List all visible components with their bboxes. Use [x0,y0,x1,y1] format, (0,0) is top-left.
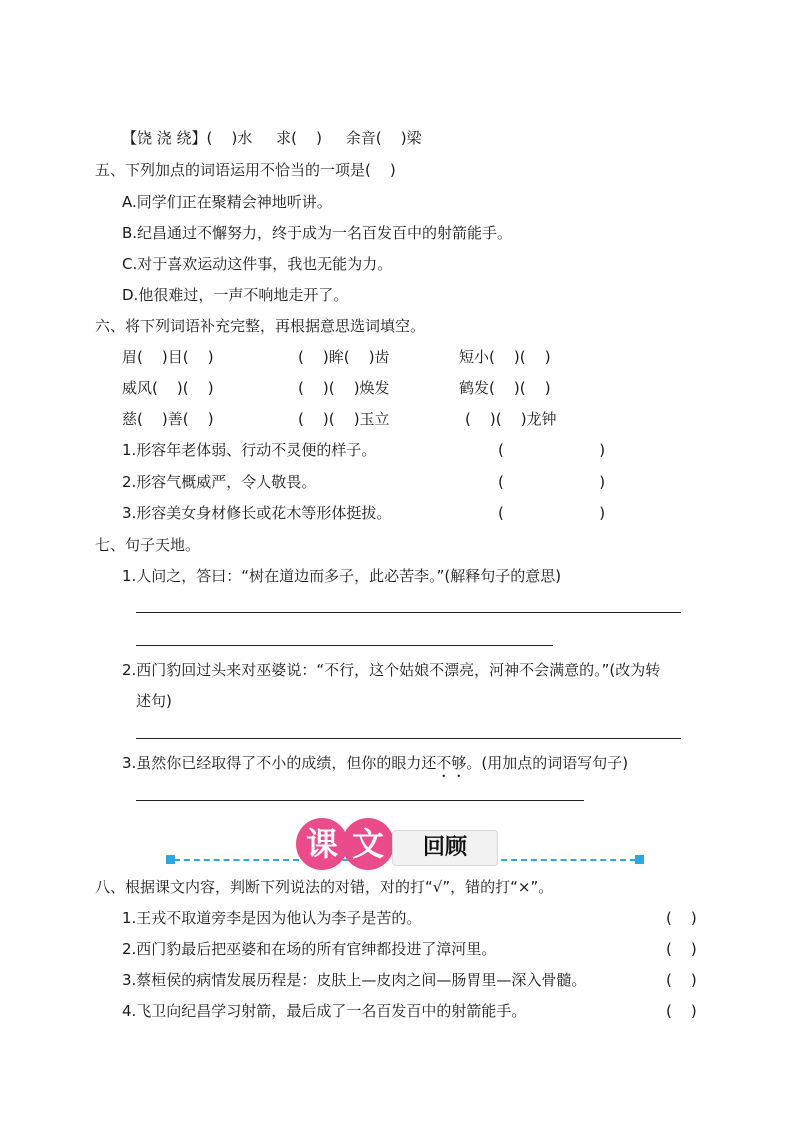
q8-heading: 八、根据课文内容，判断下列说法的对错，对的打“√”，错的打“×”。 [95,878,554,896]
q7-answer-line-1a[interactable] [136,612,681,613]
q6-definition-3: 3.形容美女身材修长或花木等形体挺拔。 [122,504,392,522]
banner-circle-ke: 课 [296,818,348,870]
q8-statement-4: 4.飞卫向纪昌学习射箭，最后成了一名百发百中的射箭能手。 [122,1002,527,1020]
q8-statement-2: 2.西门豹最后把巫婆和在场的所有官绅都投进了漳河里。 [122,940,497,958]
q7-item-1: 1.人问之，答曰：“树在道边而多子，此必苦李。”(解释句子的意思) [122,567,562,585]
q8-judge-blank-1[interactable]: ( ) [666,909,697,927]
q6-answer-blank-1[interactable]: ( ) [498,441,606,459]
q7-item-3-tail: 。(用加点的词语写句子) [466,754,629,772]
q6-answer-blank-2[interactable]: ( ) [498,473,606,491]
q6-idiom-9: ( )( )龙钟 [465,410,557,428]
q7-item-3 [122,753,628,781]
q6-idiom-5: ( )( )焕发 [298,379,390,397]
banner-label-huigu: 回顾 [392,830,498,866]
q6-idiom-4: 威风( )( ) [122,379,214,397]
q7-answer-line-3[interactable] [136,800,584,801]
q5-heading: 五、下列加点的词语运用不恰当的一项是( ) [95,161,396,179]
q5-option-a: A.同学们正在聚精会神地听讲。 [122,193,332,211]
q6-answer-blank-3[interactable]: ( ) [498,504,606,522]
q6-definition-2: 2.形容气概威严，令人敬畏。 [122,473,317,491]
q8-statement-3: 3.蔡桓侯的病情发展历程是：皮肤上—皮肉之间—肠胃里—深入骨髓。 [122,971,587,989]
q6-idiom-3: 短小( )( ) [459,348,551,366]
banner-square-left [166,855,175,864]
q4-char-group-line: 【饶 浇 绕】( )水 求( ) 余音( )梁 [122,129,422,147]
q8-statement-1: 1.王戎不取道旁李是因为他认为李子是苦的。 [122,909,422,927]
q5-option-c: C.对于喜欢运动这件事，我也无能为力。 [122,255,393,273]
q7-answer-line-2[interactable] [136,738,681,739]
q8-judge-blank-4[interactable]: ( ) [666,1002,697,1020]
q8-judge-blank-3[interactable]: ( ) [666,971,697,989]
q6-idiom-2: ( )眸( )齿 [298,348,390,366]
q6-idiom-1: 眉( )目( ) [122,348,214,366]
q7-item-3-text: 3.虽然你已经取得了不小的成绩，但你的眼力还 [122,754,437,772]
dotted-word-budou: 不够 [436,754,467,772]
q5-option-b: B.纪昌通过不懈努力，终于成为一名百发百中的射箭能手。 [122,224,513,242]
banner-square-right [635,855,644,864]
q5-option-d: D.他很难过，一声不响地走开了。 [122,286,349,304]
q7-item-2-cont: 述句) [136,692,172,710]
q7-answer-line-1b[interactable] [136,645,553,646]
q7-heading: 七、句子天地。 [95,536,201,554]
q6-heading: 六、将下列词语补充完整，再根据意思选词填空。 [95,317,426,335]
q6-idiom-8: ( )( )玉立 [298,410,390,428]
banner-circle-wen: 文 [342,818,394,870]
section-banner [160,818,650,878]
q6-idiom-6: 鹤发( )( ) [459,379,551,397]
q6-definition-1: 1.形容年老体弱、行动不灵便的样子。 [122,441,377,459]
q8-judge-blank-2[interactable]: ( ) [666,940,697,958]
q6-idiom-7: 慈( )善( ) [122,410,214,428]
q7-item-2: 2.西门豹回过头来对巫婆说：“不行，这个姑娘不漂亮，河神不会满意的。”(改为转 [122,661,661,679]
